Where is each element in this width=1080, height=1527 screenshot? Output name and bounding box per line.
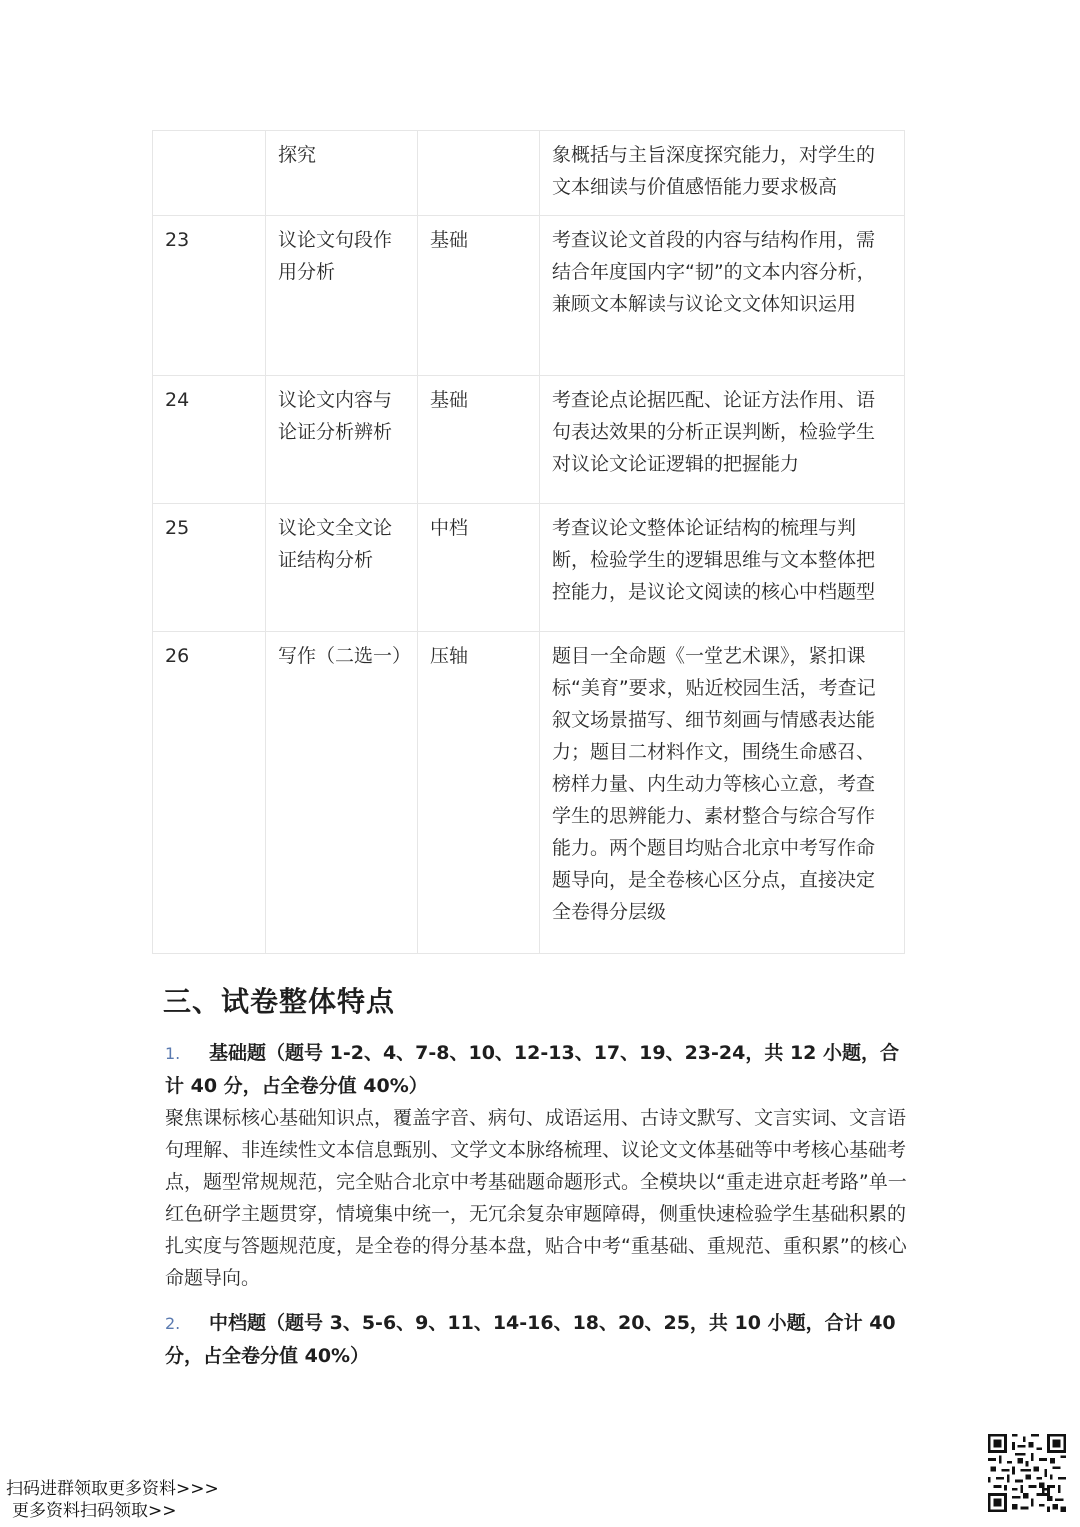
qr-code-icon[interactable] — [988, 1434, 1066, 1512]
table-row — [153, 504, 905, 632]
description-cell: 考查论点论据匹配、论证方法作用、语句表达效果的分析正误判断，检验学生对议论文论证逻辑的把握能力 — [540, 376, 905, 504]
list-item-heading — [165, 1307, 915, 1372]
question-number-cell: 25 — [153, 504, 266, 632]
list-item-body: 聚焦课标核心基础知识点，覆盖字音、病句、成语运用、古诗文默写、文言实词、文言语句理解、非连续性文本信息甄别、文学文本脉络梳理、议论文文体基础等中考核心基础考点，题型常规规范，完全贴合北京中考基础题命题形式。全模块以“重走进京赶考路”单一红色研学主题贯穿，情境集中统一，无冗余复杂审题障碍，侧重快速检验学生基础积累的扎实度与答题规范度，是全卷的得分基本盘，贴合中考“重基础、重规范、重积累”的核心命题导向。 — [165, 1107, 907, 1289]
list-heading-text: 中档题（题号 3、5-6、9、11、14-16、18、20、25，共 10 小题，合计 40 分，占全卷分值 40%） — [165, 1312, 896, 1367]
difficulty-cell: 基础 — [418, 376, 540, 504]
description-cell: 题目一全命题《一堂艺术课》，紧扣课标“美育”要求，贴近校园生活，考查记叙文场景描写、细节刻画与情感表达能力；题目二材料作文，围绕生命感召、榜样力量、内生动力等核心立意，考查学生的思辨能力、素材整合与综合写作能力。两个题目均贴合北京中考写作命题导向，是全卷核心区分点，直接决定全卷得分层级 — [540, 632, 905, 954]
footer-promo-line[interactable]: 扫码进群领取更多资料>>> — [6, 1479, 219, 1499]
table-row — [153, 632, 905, 954]
question-type-cell: 议论文全文论证结构分析 — [266, 504, 418, 632]
question-type-cell: 议论文句段作用分析 — [266, 216, 418, 376]
section-heading: 三、试卷整体特点 — [163, 985, 396, 1018]
difficulty-cell — [418, 131, 540, 216]
question-type-cell: 探究 — [266, 131, 418, 216]
question-type-cell: 议论文内容与论证分析辨析 — [266, 376, 418, 504]
footer-promo-line[interactable]: 更多资料扫码领取>> — [12, 1501, 177, 1521]
list-heading-text: 基础题（题号 1-2、4、7-8、10、12-13、17、19、23-24，共 12 小题，合计 40 分，占全卷分值 40%） — [165, 1042, 900, 1097]
exam-analysis-table — [152, 130, 905, 954]
difficulty-cell: 中档 — [418, 504, 540, 632]
question-number-cell: 26 — [153, 632, 266, 954]
difficulty-cell: 基础 — [418, 216, 540, 376]
table-row — [153, 131, 905, 216]
list-item — [165, 1037, 915, 1294]
description-cell: 考查议论文整体论证结构的梳理与判断，检验学生的逻辑思维与文本整体把控能力，是议论文阅读的核心中档题型 — [540, 504, 905, 632]
question-number-cell: 24 — [153, 376, 266, 504]
list-item-heading — [165, 1037, 915, 1102]
description-cell: 考查议论文首段的内容与结构作用，需结合年度国内字“韧”的文本内容分析，兼顾文本解读与议论文文体知识运用 — [540, 216, 905, 376]
difficulty-cell: 压轴 — [418, 632, 540, 954]
list-number: 2. — [165, 1314, 181, 1333]
description-cell: 象概括与主旨深度探究能力，对学生的文本细读与价值感悟能力要求极高 — [540, 131, 905, 216]
list-number: 1. — [165, 1044, 181, 1063]
table-row — [153, 376, 905, 504]
list-item — [165, 1307, 915, 1372]
question-type-cell: 写作（二选一） — [266, 632, 418, 954]
table-row — [153, 216, 905, 376]
question-number-cell — [153, 131, 266, 216]
question-number-cell: 23 — [153, 216, 266, 376]
